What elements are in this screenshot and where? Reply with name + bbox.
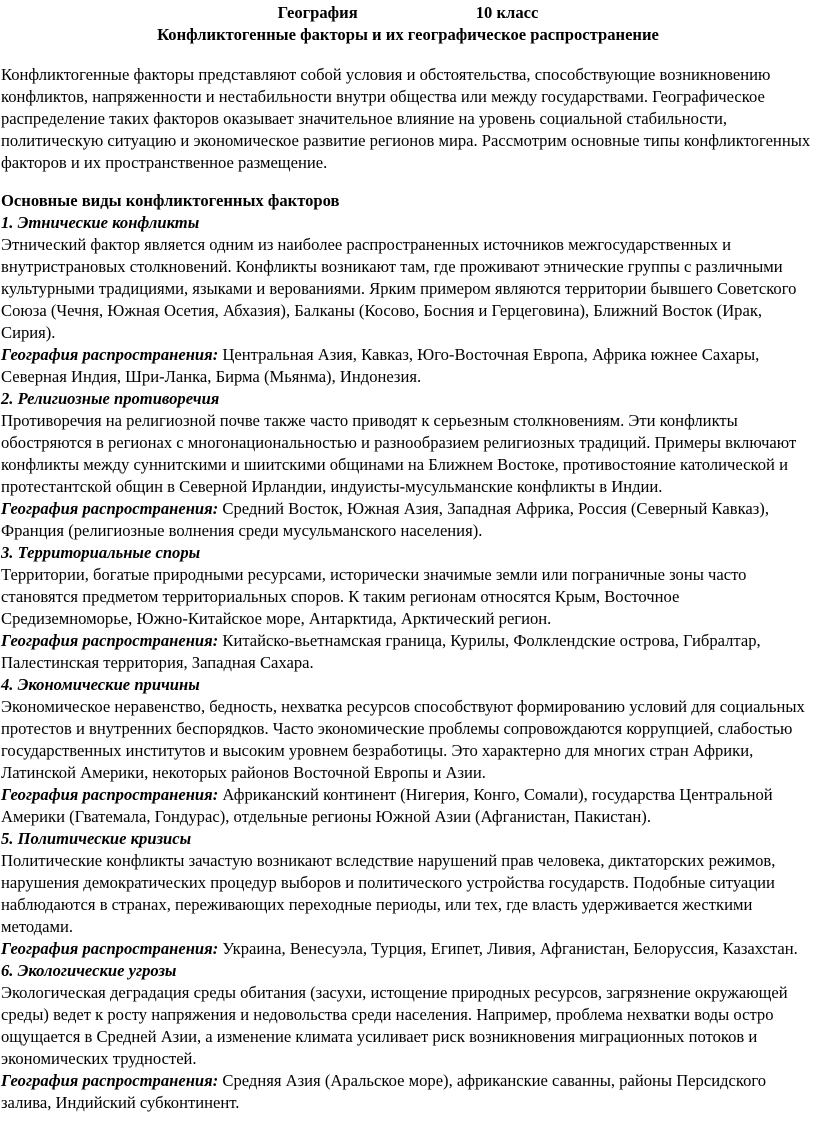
item-text: Экономическое неравенство, бедность, нехватка ресурсов способствуют формированию условий для социальных протестов и внутренних беспорядков. Часто экономические проблемы сопровождаются коррупцией, слабостью государственных институтов и высоким уровнем безработицы. Это характерно для многих стран Африки, Латинской Америки, некоторых районов Восточной Европы и Азии. [1, 697, 805, 782]
geo-label: География распространения: [1, 631, 219, 650]
factor-item-ethnic [1, 212, 813, 388]
factor-item-ecological [1, 960, 813, 1114]
main-content [1, 190, 813, 1114]
intro-paragraph: Конфликтогенные факторы представляют собой условия и обстоятельства, способствующие возникновению конфликтов, напряженности и нестабильности внутри общества или между государствами. Географическое распределение таких факторов оказывает значительное влияние на уровень социальной стабильности, политическую ситуацию и экономическое развитие регионов мира. Рассмотрим основные типы конфликтогенных факторов и их пространственное размещение. [1, 65, 811, 172]
grade-label: 10 класс [475, 3, 539, 22]
geo-label: География распространения: [1, 345, 219, 364]
item-text: Противоречия на религиозной почве также часто приводят к серьезным столкновениям. Эти конфликты обостряются в регионах с многонациональностью и разнообразием религиозных традиций. Примеры включают конфликты между суннитскими и шиитскими общинами на Ближнем Востоке, противостояние католической и протестантской общин в Северной Ирландии, индуисты-мусульманские конфликты в Индии. [1, 411, 797, 496]
geo-line [1, 938, 813, 960]
item-text: Этнический фактор является одним из наиболее распространенных источников межгосударственных и внутристрановых столкновений. Конфликты возникают там, где проживают этнические группы с различными культурными традициями, языками и верованиями. Ярким примером являются территории бывшего Советского Союза (Чечня, Южная Осетия, Абхазия), Балканы (Косово, Босния и Герцеговина), Ближний Восток (Ирак, Сирия). [1, 235, 797, 342]
factor-item-economic [1, 674, 813, 828]
header-line [0, 2, 816, 24]
geo-text: Украина, Венесуэла, Турция, Египет, Ливия, Афганистан, Белоруссия, Казахстан. [222, 939, 798, 958]
geo-label: География распространения: [1, 939, 219, 958]
document-title: Конфликтогенные факторы и их географическое распространение [157, 25, 659, 44]
item-title: 2. Религиозные противоречия [1, 389, 220, 408]
factor-item-political [1, 828, 813, 960]
geo-text: Средняя Азия (Аральское море), африканские саванны, районы Персидского залива, Индийский субконтинент. [1, 1071, 767, 1112]
section-heading: Основные виды конфликтогенных факторов [1, 191, 340, 210]
item-title: 3. Территориальные споры [1, 543, 201, 562]
geo-line [1, 498, 813, 542]
subject-label: География [277, 3, 358, 22]
item-title: 6. Экологические угрозы [1, 961, 177, 980]
geo-label: География распространения: [1, 785, 219, 804]
item-title: 5. Политические кризисы [1, 829, 192, 848]
factor-item-territorial [1, 542, 813, 674]
geo-label: География распространения: [1, 499, 219, 518]
item-text: Политические конфликты зачастую возникают вследствие нарушений прав человека, диктаторских режимов, нарушения демократических процедур выборов и политического устройства государств. Подобные ситуации наблюдаются в странах, переживающих переходные периоды, или тех, где власть удерживается жесткими методами. [1, 851, 776, 936]
item-text: Экологическая деградация среды обитания (засухи, истощение природных ресурсов, загрязнение окружающей среды) ведет к росту напряжения и недовольства среди населения. Например, проблема нехватки воды остро ощущается в Средней Азии, а изменение климата усиливает риск возникновения миграционных потоков и экономических трудностей. [1, 983, 788, 1068]
item-title: 1. Этнические конфликты [1, 213, 200, 232]
geo-text: Китайско-вьетнамская граница, Курилы, Фолклендские острова, Гибралтар, Палестинская территория, Западная Сахара. [1, 631, 761, 672]
geo-label: География распространения: [1, 1071, 219, 1090]
geo-line [1, 784, 813, 828]
factor-item-religious [1, 388, 813, 542]
geo-text: Центральная Азия, Кавказ, Юго-Восточная Европа, Африка южнее Сахары, Северная Индия, Шри-Ланка, Бирма (Мьянма), Индонезия. [1, 345, 760, 386]
geo-text: Африканский континент (Нигерия, Конго, Сомали), государства Центральной Америки (Гватемала, Гондурас), отдельные регионы Южной Азии (Афганистан, Пакистан). [1, 785, 773, 826]
item-text: Территории, богатые природными ресурсами, исторически значимые земли или пограничные зоны часто становятся предметом территориальных споров. К таким регионам относятся Крым, Восточное Средиземноморье, Южно-Китайское море, Антарктида, Арктический регион. [1, 565, 747, 628]
geo-line [1, 344, 813, 388]
geo-line [1, 1070, 813, 1114]
item-title: 4. Экономические причины [1, 675, 200, 694]
document-header [0, 2, 816, 46]
geo-line [1, 630, 813, 674]
geo-text: Средний Восток, Южная Азия, Западная Африка, Россия (Северный Кавказ), Франция (религиозные волнения среди мусульманского населения). [1, 499, 769, 540]
